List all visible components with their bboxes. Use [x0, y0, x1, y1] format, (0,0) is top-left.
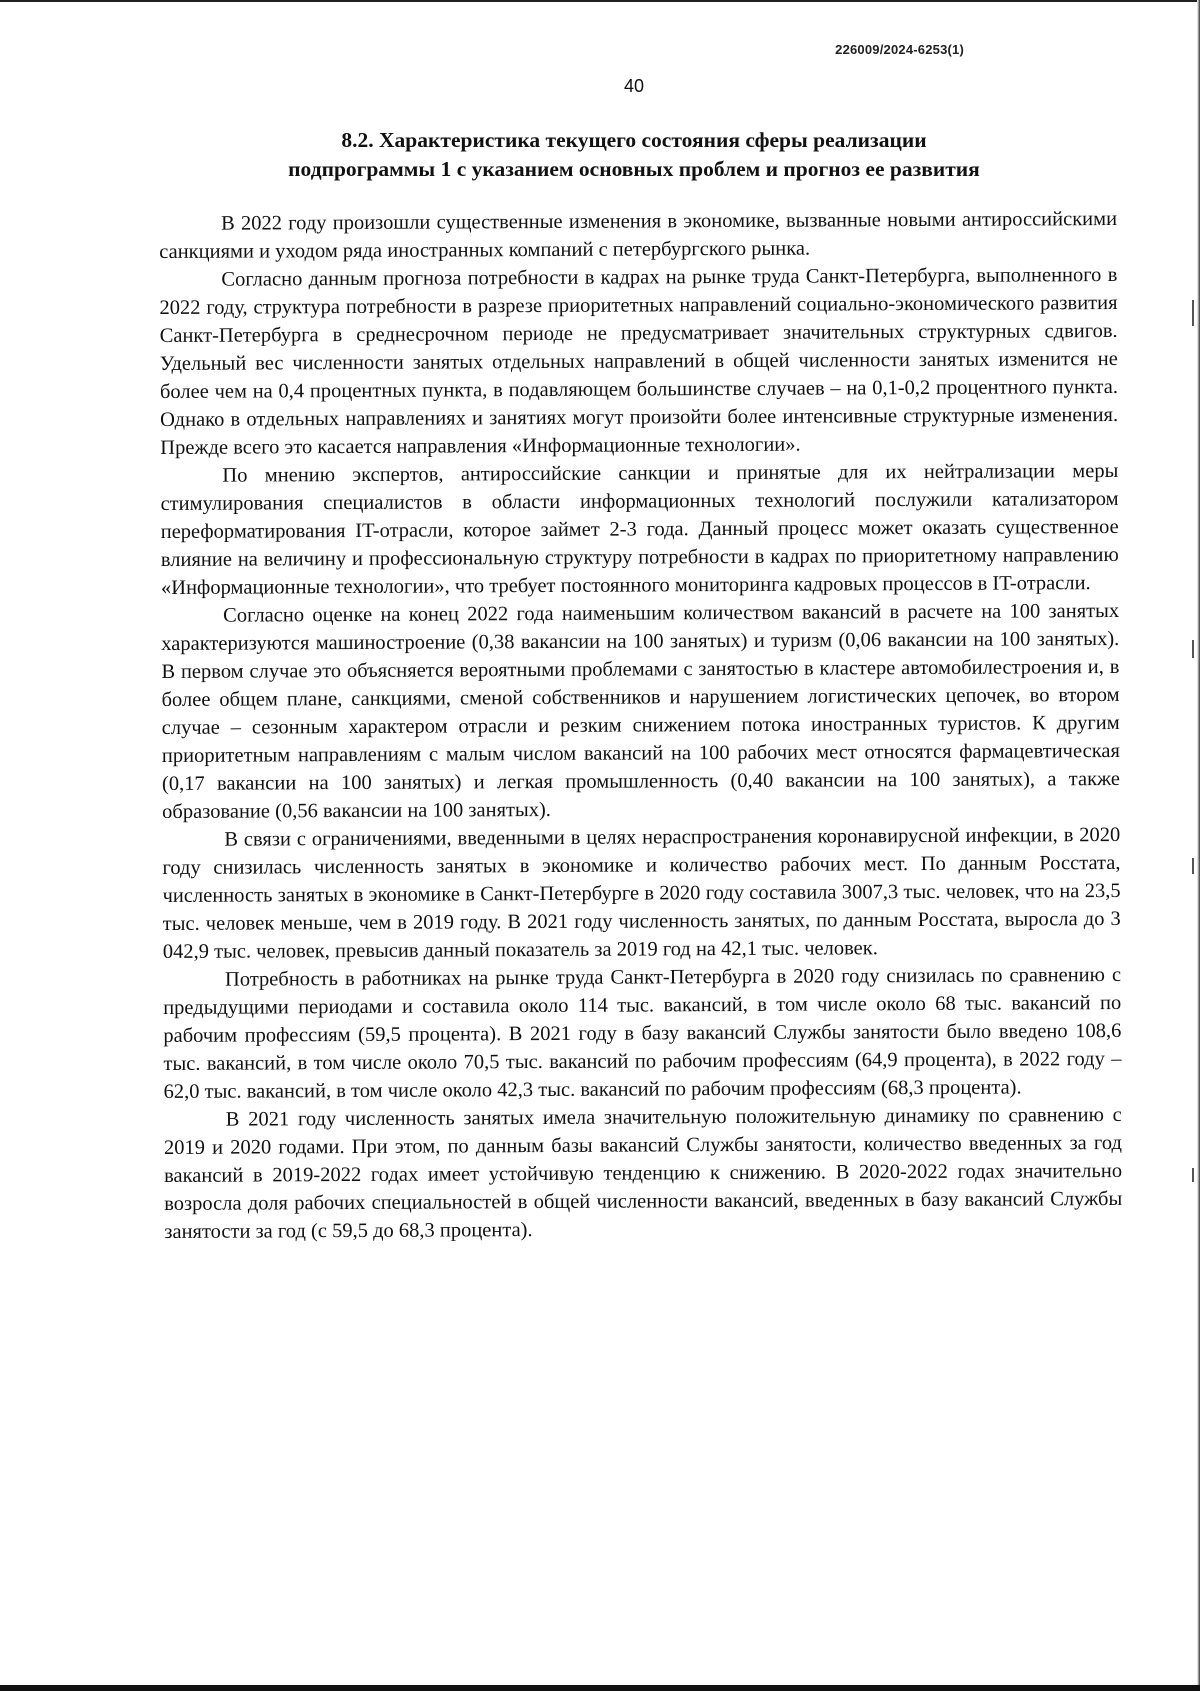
- section-heading: [160, 126, 1108, 184]
- section-heading-line-1: 8.2. Характеристика текущего состояния сферы реализации: [341, 128, 927, 152]
- paragraph: В связи с ограничениями, введенными в целях нераспространения коронавирусной инфекции, в 2020 году снизилась численность занятых в экономике и количество рабочих мест. По данным Росстата, численность занятых в экономике в Санкт-Петербурге в 2020 году составила 3007,3 тыс. человек, что на 23,5 тыс. человек меньше, чем в 2019 году. В 2021 году численность занятых, по данным Росстата, выросла до 3 042,9 тыс. человек, превысив данный показатель за 2019 год на 42,1 тыс. человек.: [162, 823, 1121, 963]
- paragraph: Потребность в работниках на рынке труда Санкт-Петербурга в 2020 году снизилась по сравнению с предыдущими периодами и составила около 114 тыс. вакансий, в том числе около 68 тыс. вакансий по рабочим профессиям (59,5 процента). В 2021 году в базу вакансий Службы занятости было введено 108,6 тыс. вакансий, в том числе около 70,5 тыс. вакансий по рабочим профессиям (64,9 процента), в 2022 году – 62,0 тыс. вакансий, в том числе около 42,3 тыс. вакансий по рабочим профессиям (68,3 процента).: [163, 963, 1122, 1103]
- paragraph: В 2021 году численность занятых имела значительную положительную динамику по сравнению с 2019 и 2020 годами. При этом, по данным базы вакансий Службы занятости, количество введенных за год вакансий в 2019-2022 годах имеет устойчивую тенденцию к снижению. В 2020-2022 годах значительно возросла доля рабочих специальностей в общей численности вакансий, введенных в базу вакансий Службы занятости за год (с 59,5 до 68,3 процента).: [163, 1103, 1123, 1243]
- scan-edge-top: [0, 0, 1200, 2]
- paragraph: В 2022 году произошли существенные изменения в экономике, вызванные новыми антироссийскими санкциями и уходом ряда иностранных компаний с петербургского рынка.: [159, 207, 1118, 263]
- paragraph: Согласно оценке на конец 2022 года наименьшим количеством вакансий в расчете на 100 занятых характеризуются машиностроение (0,38 вакансии на 100 занятых) и туризм (0,06 вакансии на 100 занятых). В первом случае это объясняется вероятными проблемами с занятостью в кластере автомобилестроения и, в более общем плане, санкциями, сменой собственников и нарушением логистических цепочек, во втором случае – сезонным характером отрасли и резким снижением потока иностранных туристов. К другим приоритетным направлениям с малым числом вакансий на 100 рабочих мест относятся фармацевтическая (0,17 вакансии на 100 занятых) и легкая промышленность (0,40 вакансии на 100 занятых), а также образование (0,56 вакансии на 100 занятых).: [161, 599, 1121, 823]
- document-registration-number: 226009/2024-6253(1): [835, 42, 964, 57]
- section-heading-line-2: подпрограммы 1 с указанием основных проблем и прогноз ее развития: [288, 157, 980, 181]
- body-text: [159, 205, 1122, 1246]
- page-number: 40: [623, 76, 645, 96]
- scan-margin-marks: [1192, 0, 1196, 1691]
- paragraph: По мнению экспертов, антироссийские санкции и принятые для их нейтрализации меры стимулирования специалистов в области информационных технологий послужили катализатором переформатирования IT-отрасли, которое займет 2-3 года. Данный процесс может оказать существенное влияние на величину и профессиональную структуру потребности в кадрах по приоритетному направлению «Информационные технологии», что требует постоянного мониторинга кадровых процессов в IT-отрасли.: [160, 459, 1119, 599]
- scan-edge-bottom: [0, 1685, 1200, 1691]
- paragraph: Согласно данным прогноза потребности в кадрах на рынке труда Санкт-Петербурга, выполненного в 2022 году, структура потребности в разрезе приоритетных направлений социально-экономического развития Санкт-Петербурга в среднесрочном периоде не предусматривает значительных структурных сдвигов. Удельный вес численности занятых отдельных направлений в общей численности занятых изменится не более чем на 0,4 процентных пункта, в подавляющем большинстве случаев – на 0,1-0,2 процентного пункта. Однако в отдельных направлениях и занятиях могут произойти более интенсивные структурные изменения. Прежде всего это касается направления «Информационные технологии».: [159, 263, 1119, 459]
